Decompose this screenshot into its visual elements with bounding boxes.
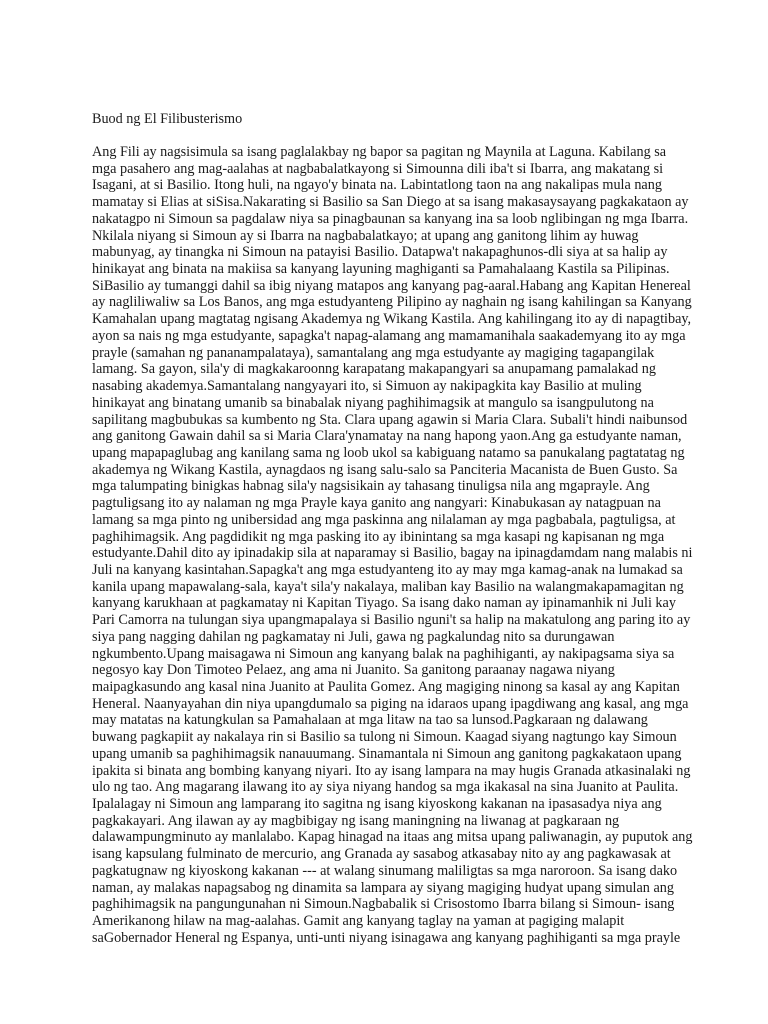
text-line: ipakita si binata ang bombing kanyang niyari. Ito ay isang lampara na may hugis Granada atkasinalaki ng <box>92 762 691 779</box>
text-line: upang mapapaglubag ang kanilang sama ng loob ukol sa kabiguang natamo sa panukalang pagtatatag ng <box>92 444 685 461</box>
text-line: pagkakayari. Ang ilawan ay ay magbibigay ng isang maningning na liwanag at pagkaraan ng <box>92 812 620 829</box>
text-line: isang kapsulang fulminato de mercurio, ang Granada ay sasabog atkasabay nito ay ang pagkawasak at <box>92 846 671 863</box>
text-line: dalawampungminuto ay manlalabo. Kapag hinagad na itaas ang mitsa upang paliwanagin, ay puputok ang <box>92 829 693 846</box>
text-line: buwang pagkapiit ay nakalaya rin si Basilio sa tulong ni Simoun. Kaagad siyang nagtungo kay Simoun <box>92 729 677 746</box>
text-line: Heneral. Naanyayahan din niya upangdumalo sa piging na idaraos upang ipagdiwang ang kasal, ang mga <box>92 695 689 712</box>
text-line: siya pang nagging dahilan ng pagkamatay ni Juli, gawa ng pagkalundag nito sa durungawan <box>92 628 615 645</box>
text-line: mamatay si Elias at siSisa.Nakarating si Basilio sa San Diego at sa isang makasaysayang pagkakataon ay <box>92 194 689 211</box>
text-line: ang ganitong Gawain dahil sa si Maria Clara'ynamatay na nang hapong yaon.Ang ga estudyante naman, <box>92 428 682 445</box>
text-line: SiBasilio ay tumanggi dahil sa ibig niyang matapos ang kanyang pag-aaral.Habang ang Kapitan Henereal <box>92 277 691 294</box>
text-line: paghihimagsik na pangungunahan ni Simoun.Nagbabalik si Crisostomo Ibarra bilang si Simoun- isang <box>92 896 675 913</box>
text-line: upang umanib sa paghihimagsik nanauumang. Sinamantala ni Simoun ang ganitong pagkakataon upang <box>92 745 682 762</box>
text-line: estudyante.Dahil dito ay ipinadakip sila at naparamay si Basilio, bagay na ipinagdamdam nang malabis ni <box>92 545 693 562</box>
text-line: ay nagliliwaliw sa Los Banos, ang mga estudyanteng Pilipino ay naghain ng isang kahilingan sa Kanyang <box>92 294 692 311</box>
text-line: pagtuligsang ito ay nalaman ng mga Prayle kaya ganito ang nangyari: Kinabukasan ay natagpuan na <box>92 495 661 512</box>
text-line: ulo ng tao. Ang magarang ilawang ito ay siya niyang handog sa mga ikakasal na sina Juanito at Paulita. <box>92 779 679 796</box>
text-line: kanila upang mapawalang-sala, kaya't sila'y nakalaya, maliban kay Basilio na walangmakapamagitan ng <box>92 578 684 595</box>
text-line: Nkilala niyang si Simoun ay si Ibarra na nagbabalatkayo; at upang ang ganitong lihim ay huwag <box>92 227 639 244</box>
text-line: paghihimagsik. Ang pagdidikit ng mga pasking ito ay ibinintang sa mga kasapi ng kapisanan ng mga <box>92 528 665 545</box>
text-line: Amerikanong hilaw na mag-aalahas. Gamit ang kanyang taglay na yaman at pagiging malapit <box>92 913 625 930</box>
text-line: hinikayat ang binatang umanib sa binabalak niyang paghihimagsik at mangulo sa isangpulutong na <box>92 394 654 411</box>
text-line: kanyang karukhaan at pagkamatay ni Kapitan Tiyago. Sa isang dako naman ay ipinamanhik ni Juli kay <box>92 595 676 612</box>
text-line: ayon sa nais ng mga estudyante, sapagka't napag-alamang ang mamamanihala saakademyang ito ay mga <box>92 327 686 344</box>
text-line: Pari Camorra na tulungan siya upangmapalaya si Basilio nguni't sa halip na makatulong ang paring ito ay <box>92 612 691 629</box>
document-body <box>92 144 692 947</box>
text-line: mga talumpating binigkas habnag sila'y nagsisikain ay tahasang tinuligsa nila ang mgaprayle. Ang <box>92 478 650 495</box>
text-line: Ang Fili ay nagsisimula sa isang paglalakbay ng bapor sa pagitan ng Maynila at Laguna. Kabilang sa <box>92 144 667 160</box>
text-line: mabunyag, ay tinangka ni Simoun na patayisi Basilio. Datapwa't nakapaghunos-dli siya at sa halip ay <box>92 244 668 261</box>
text-line: lamang sa mga pinto ng unibersidad ang mga paskinna ang nilalaman ay mga pagbabala, pagtuligsa, at <box>92 511 676 528</box>
text-line: negosyo kay Don Timoteo Pelaez, ang ama ni Juanito. Sa ganitong paraanay nagawa niyang <box>92 662 615 679</box>
text-line: lamang. Sa gayon, sila'y di magkakaroonng karapatang makapangyari sa anupamang pamalakad ng <box>92 361 656 378</box>
text-line: akademya ng Wikang Kastila, aynagdaos ng isang salu-salo sa Panciteria Macanista de Buen Gusto. Sa <box>92 461 678 478</box>
text-line: sapilitang magbubukas sa kumbento ng Sta. Clara upang agawin si Maria Clara. Subali't hindi naibunsod <box>92 411 688 428</box>
text-line: mga pasahero ang mag-aalahas at nagbabalatkayong si Simounna dili iba't si Ibarra, ang makatang si <box>92 160 664 177</box>
text-line: prayle (samahan ng pananampalataya), samantalang ang mga estudyante ay magiging tagapangilak <box>92 344 655 361</box>
text-line: pagkatugnaw ng kiyoskong kakanan --- at walang sinumang maliligtas sa mga naroroon. Sa isang dako <box>92 862 678 879</box>
text-line: nasabing akademya.Samantalang nangyayari ito, si Simuon ay nakipagkita kay Basilio at muling <box>92 378 642 395</box>
text-line: Isagani, at si Basilio. Itong huli, na ngayo'y binata na. Labintatlong taon na ang nakalipas mula nang <box>92 177 662 194</box>
text-line: nakatagpo ni Simoun sa pagdalaw niya sa pinagbaunan sa kanyang ina sa loob nglibingan ng mga Ibarra. <box>92 210 689 227</box>
text-line: may matatas na katungkulan sa Pamahalaan at mga litaw na tao sa lunsod.Pagkaraan ng dalawang <box>92 712 648 729</box>
text-line: hinikayat ang binata na makiisa sa kanyang layuning maghiganti sa Pamahalaang Kastila sa Pilipinas. <box>92 261 670 278</box>
text-line: saGobernador Heneral ng Espanya, unti-unti niyang isinagawa ang kanyang paghihiganti sa mga prayle <box>92 929 681 946</box>
text-line: Juli na kanyang kasintahan.Sapagka't ang mga estudyanteng ito ay may mga kamag-anak na lumakad sa <box>92 561 683 578</box>
text-line: Ipalalagay ni Simoun ang lamparang ito sagitna ng isang kiyoskong kakanan na ipasasadya niya ang <box>92 796 662 813</box>
text-line: maipagkasundo ang kasal nina Juanito at Paulita Gomez. Ang magiging ninong sa kasal ay ang Kapitan <box>92 679 680 695</box>
text-line: Kamahalan upang magtatag ngisang Akademya ng Wikang Kastila. Ang kahilingang ito ay di napagtibay, <box>92 311 692 328</box>
text-line: ngkumbento.Upang maisagawa ni Simoun ang kanyang balak na paghihiganti, ay nakipagsama siya sa <box>92 645 675 662</box>
text-line: naman, ay malakas napagsabog ng dinamita sa lampara ay siyang magiging hudyat upang simulan ang <box>92 879 674 896</box>
document-title: Buod ng El Filibusterismo <box>92 111 243 127</box>
